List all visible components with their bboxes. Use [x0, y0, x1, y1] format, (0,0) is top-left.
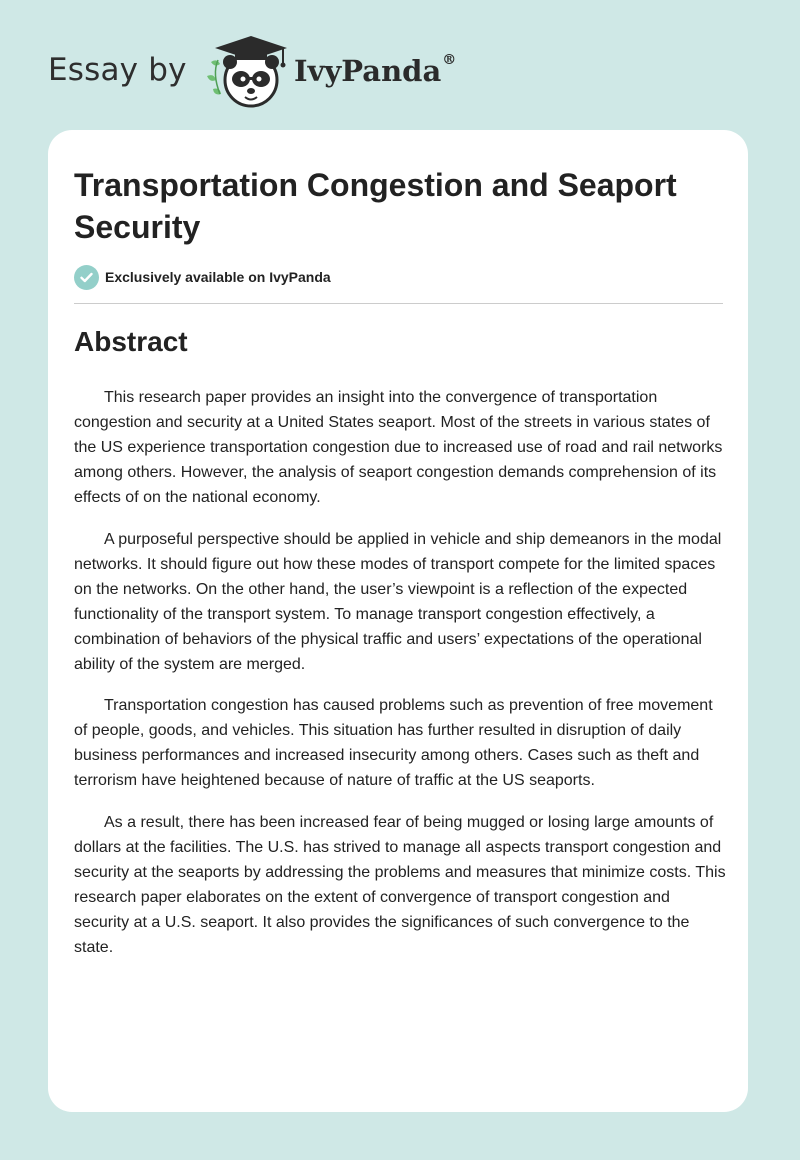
page-title: Transportation Congestion and Seaport Security	[74, 167, 677, 245]
site-header	[48, 32, 752, 112]
essay-by-label: Essay by	[48, 52, 187, 88]
title-divider	[74, 303, 723, 304]
exclusive-badge	[74, 264, 331, 290]
abstract-paragraph: As a result, there has been increased fear of being mugged or losing large amounts of dollars at the facilities. The U.S. has strived to manage all aspects transport congestion and security at the seaports by addressing the problems and measures that minimize costs. This research paper elaborates on the extent of convergence of transport congestion and security at a U.S. seaport. It also provides the significances of such convergence to the state.	[74, 813, 726, 956]
brand-name-text: IvyPanda	[294, 54, 442, 88]
essay-card	[48, 130, 748, 1112]
abstract-paragraph: This research paper provides an insight into the convergence of transportation congestion and security at a United States seaport. Most of the streets in various states of the US experience transportation congestion due to increased use of road and rail networks among others. However, the analysis of seaport congestion demands comprehension of its effects of on the national economy.	[74, 389, 723, 506]
abstract-paragraph: Transportation congestion has caused problems such as prevention of free movement of people, goods, and vehicles. This situation has further resulted in disruption of daily business performances and increased insecurity among others. Cases such as theft and terrorism have heightened because of nature of traffic at the US seaports.	[74, 697, 713, 789]
exclusive-label: Exclusively available on IvyPanda	[105, 269, 331, 285]
brand-name[interactable]	[294, 54, 456, 88]
check-circle-icon	[74, 265, 99, 290]
abstract-paragraph: A purposeful perspective should be applied in vehicle and ship demeanors in the modal networks. It should figure out how these modes of transport compete for the limited spaces on the networks. On the other hand, the user’s viewpoint is a reflection of the expected functionality of the transport system. To manage transport congestion effectively, a combination of behaviors of the physical traffic and users’ expectations of the operational ability of the system are merged.	[74, 530, 722, 673]
panda-graduate-logo-icon[interactable]	[203, 32, 293, 110]
abstract-heading: Abstract	[74, 326, 188, 357]
registered-mark: ®	[442, 52, 457, 68]
abstract-body	[74, 385, 726, 976]
